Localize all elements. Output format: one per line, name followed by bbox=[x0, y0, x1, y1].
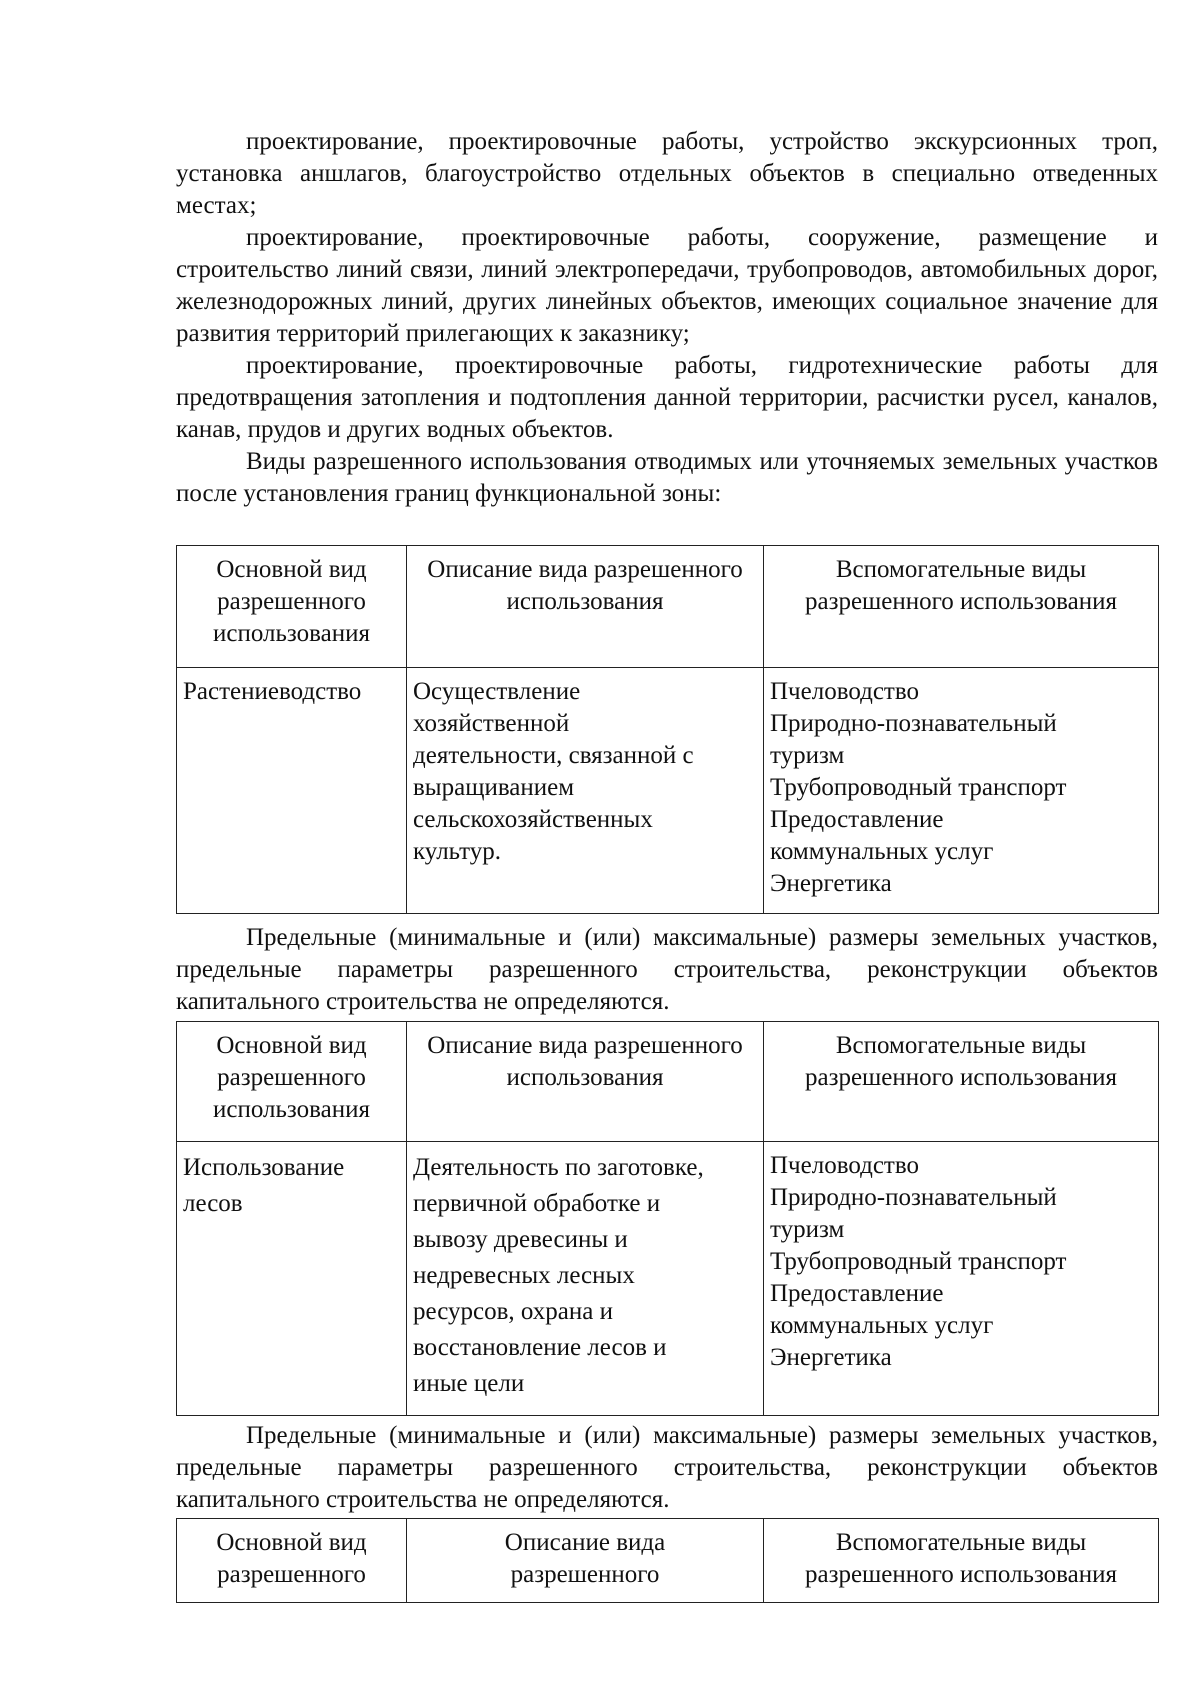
auxiliary-line: Природно-познавательный bbox=[770, 1184, 1057, 1211]
header-line: разрешенного bbox=[510, 1561, 660, 1588]
description-line: выращиванием bbox=[413, 774, 575, 801]
header-auxiliary: Вспомогательные виды разрешенного использования bbox=[764, 1022, 1159, 1142]
description-line: деятельности, связанной с bbox=[413, 742, 694, 769]
auxiliary-line: Пчеловодство bbox=[770, 678, 919, 705]
auxiliary-line: Пчеловодство bbox=[770, 1152, 919, 1179]
auxiliary-line: Природно-познавательный bbox=[770, 710, 1057, 737]
auxiliary-line: Энергетика bbox=[770, 1344, 892, 1371]
auxiliary-line: коммунальных услуг bbox=[770, 838, 994, 865]
permitted-use-table-1 bbox=[176, 545, 1159, 914]
cell-main-type bbox=[177, 668, 407, 914]
table-header-row bbox=[177, 1022, 1159, 1142]
header-auxiliary bbox=[764, 1519, 1159, 1603]
permitted-use-table-3 bbox=[176, 1518, 1159, 1603]
table-header-row bbox=[177, 546, 1159, 668]
auxiliary-line: Предоставление bbox=[770, 1280, 944, 1307]
description-line: ресурсов, охрана и bbox=[413, 1298, 613, 1325]
header-main-type: Основной вид разрешенного использования bbox=[177, 1022, 407, 1142]
limits-text-2 bbox=[176, 1420, 1158, 1516]
auxiliary-line: Трубопроводный транспорт bbox=[770, 1248, 1067, 1275]
header-main-type: Основной вид разрешенного использования bbox=[177, 546, 407, 668]
header-line: разрешенного bbox=[217, 1561, 366, 1588]
header-description: Описание вида разрешенного использования bbox=[407, 1022, 764, 1142]
paragraph-permitted-use-intro: Виды разрешенного использования отводимых или уточняемых земельных участков после установления границ функциональной зоны: bbox=[176, 448, 1158, 507]
cell-main-type bbox=[177, 1142, 407, 1416]
cell-description bbox=[407, 668, 764, 914]
auxiliary-line: Трубопроводный транспорт bbox=[770, 774, 1067, 801]
paragraph-linear-objects: проектирование, проектировочные работы, сооружение, размещение и строительство линий связи, линий электропередачи, трубопроводов, автомобильных дорог, железнодорожных линий, других линейных объектов, имеющих социальное значение для развития территорий прилегающих к заказнику; bbox=[176, 224, 1158, 347]
header-line: разрешенного использования bbox=[804, 1561, 1117, 1588]
auxiliary-line: Предоставление bbox=[770, 806, 944, 833]
table-header-row bbox=[177, 1519, 1159, 1603]
cell-description bbox=[407, 1142, 764, 1416]
main-type-line: лесов bbox=[183, 1190, 243, 1217]
header-line: Описание вида bbox=[504, 1529, 666, 1556]
paragraph-limits: Предельные (минимальные и (или) максимальные) размеры земельных участков, предельные параметры разрешенного строительства, реконструкции объектов капитального строительства не определяются. bbox=[176, 1422, 1158, 1513]
description-line: восстановление лесов и bbox=[413, 1334, 667, 1361]
description-line: вывозу древесины и bbox=[413, 1226, 628, 1253]
header-description: Описание вида разрешенного использования bbox=[407, 546, 764, 668]
description-line: культур. bbox=[413, 838, 501, 865]
auxiliary-line: Энергетика bbox=[770, 870, 892, 897]
auxiliary-line: туризм bbox=[770, 742, 845, 769]
permitted-use-table-2 bbox=[176, 1021, 1159, 1416]
header-description bbox=[407, 1519, 764, 1603]
description-line: иные цели bbox=[413, 1370, 525, 1397]
cell-auxiliary bbox=[764, 1142, 1159, 1416]
paragraph-limits: Предельные (минимальные и (или) максимальные) размеры земельных участков, предельные параметры разрешенного строительства, реконструкции объектов капитального строительства не определяются. bbox=[176, 924, 1158, 1015]
intro-text bbox=[176, 126, 1158, 510]
table-row bbox=[177, 668, 1159, 914]
main-type-text: Растениеводство bbox=[183, 678, 362, 705]
cell-auxiliary bbox=[764, 668, 1159, 914]
auxiliary-line: туризм bbox=[770, 1216, 845, 1243]
description-line: Осуществление bbox=[413, 678, 581, 705]
description-line: сельскохозяйственных bbox=[413, 806, 653, 833]
auxiliary-line: коммунальных услуг bbox=[770, 1312, 994, 1339]
description-line: недревесных лесных bbox=[413, 1262, 635, 1289]
description-line: хозяйственной bbox=[413, 710, 570, 737]
description-line: Деятельность по заготовке, bbox=[413, 1154, 704, 1181]
limits-text-1 bbox=[176, 922, 1158, 1018]
header-line: Вспомогательные виды bbox=[835, 1529, 1087, 1556]
header-line: Основной вид bbox=[216, 1529, 367, 1556]
paragraph-trails: проектирование, проектировочные работы, устройство экскурсионных троп, установка аншлагов, благоустройство отдельных объектов в специально отведенных местах; bbox=[176, 128, 1158, 219]
paragraph-hydro-works: проектирование, проектировочные работы, гидротехнические работы для предотвращения затопления и подтопления данной территории, расчистки русел, каналов, канав, прудов и других водных объектов. bbox=[176, 352, 1158, 443]
main-type-line: Использование bbox=[183, 1154, 345, 1181]
table-row bbox=[177, 1142, 1159, 1416]
header-main-type bbox=[177, 1519, 407, 1603]
description-line: первичной обработке и bbox=[413, 1190, 661, 1217]
header-auxiliary: Вспомогательные виды разрешенного использования bbox=[764, 546, 1159, 668]
